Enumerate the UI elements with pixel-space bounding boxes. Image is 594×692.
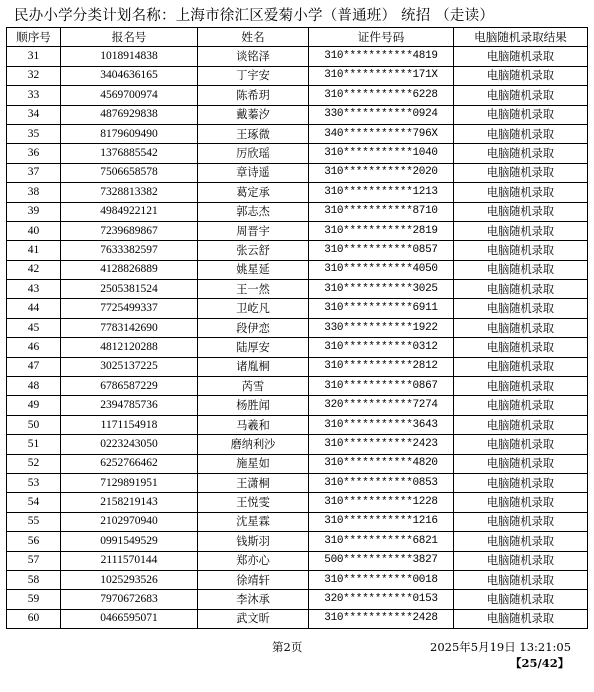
cell-id-number: 310***********4050	[309, 260, 454, 279]
cell-seq: 39	[7, 202, 61, 221]
cell-name: 杨胜闻	[198, 396, 309, 415]
table-row	[7, 454, 588, 473]
cell-result: 电脑随机录取	[454, 260, 588, 279]
cell-result: 电脑随机录取	[454, 512, 588, 531]
cell-reg-no: 7725499337	[61, 299, 198, 318]
cell-reg-no: 2158219143	[61, 493, 198, 512]
cell-id-number: 310***********8710	[309, 202, 454, 221]
cell-seq: 32	[7, 66, 61, 85]
cell-name: 卫屹凡	[198, 299, 309, 318]
table-row	[7, 221, 588, 240]
cell-id-number: 310***********2423	[309, 435, 454, 454]
cell-id-number: 310***********6228	[309, 86, 454, 105]
cell-reg-no: 1376885542	[61, 144, 198, 163]
cell-reg-no: 4984922121	[61, 202, 198, 221]
cell-id-number: 310***********0867	[309, 377, 454, 396]
cell-name: 陆厚安	[198, 338, 309, 357]
cell-result: 电脑随机录取	[454, 124, 588, 143]
cell-reg-no: 0466595071	[61, 609, 198, 628]
cell-name: 郭志杰	[198, 202, 309, 221]
cell-seq: 38	[7, 183, 61, 202]
cell-reg-no: 1025293526	[61, 570, 198, 589]
cell-name: 王悦雯	[198, 493, 309, 512]
cell-seq: 51	[7, 435, 61, 454]
cell-id-number: 310***********0018	[309, 570, 454, 589]
cell-reg-no: 4812120288	[61, 338, 198, 357]
cell-id-number: 310***********0857	[309, 241, 454, 260]
cell-result: 电脑随机录取	[454, 241, 588, 260]
cell-id-number: 500***********3827	[309, 551, 454, 570]
cell-name: 戴蓁汐	[198, 105, 309, 124]
cell-name: 钱斯羽	[198, 532, 309, 551]
cell-id-number: 310***********2819	[309, 221, 454, 240]
cell-name: 施星如	[198, 454, 309, 473]
table-row	[7, 338, 588, 357]
cell-id-number: 310***********2428	[309, 609, 454, 628]
cell-result: 电脑随机录取	[454, 202, 588, 221]
cell-seq: 31	[7, 47, 61, 66]
cell-name: 陈希玥	[198, 86, 309, 105]
cell-seq: 40	[7, 221, 61, 240]
cell-reg-no: 7783142690	[61, 318, 198, 337]
cell-name: 王一然	[198, 280, 309, 299]
cell-reg-no: 2505381524	[61, 280, 198, 299]
cell-result: 电脑随机录取	[454, 532, 588, 551]
cell-seq: 56	[7, 532, 61, 551]
cell-result: 电脑随机录取	[454, 183, 588, 202]
cell-name: 磨纳利沙	[198, 435, 309, 454]
cell-reg-no: 2111570144	[61, 551, 198, 570]
cell-seq: 43	[7, 280, 61, 299]
cell-name: 王潇桐	[198, 473, 309, 492]
cell-name: 马羲和	[198, 415, 309, 434]
cell-seq: 54	[7, 493, 61, 512]
cell-result: 电脑随机录取	[454, 86, 588, 105]
cell-result: 电脑随机录取	[454, 221, 588, 240]
table-row	[7, 86, 588, 105]
column-header-name: 姓名	[198, 28, 309, 47]
table-row	[7, 260, 588, 279]
cell-reg-no: 8179609490	[61, 124, 198, 143]
cell-result: 电脑随机录取	[454, 66, 588, 85]
table-row	[7, 473, 588, 492]
cell-reg-no: 7506658578	[61, 163, 198, 182]
table-header-row	[7, 28, 588, 47]
cell-result: 电脑随机录取	[454, 280, 588, 299]
page-counter: 【25/42】	[510, 656, 570, 670]
cell-reg-no: 1018914838	[61, 47, 198, 66]
cell-seq: 50	[7, 415, 61, 434]
cell-name: 武文昕	[198, 609, 309, 628]
cell-name: 沈星霖	[198, 512, 309, 531]
cell-reg-no: 1171154918	[61, 415, 198, 434]
cell-reg-no: 4569700974	[61, 86, 198, 105]
cell-id-number: 310***********1228	[309, 493, 454, 512]
cell-result: 电脑随机录取	[454, 105, 588, 124]
cell-result: 电脑随机录取	[454, 299, 588, 318]
cell-seq: 44	[7, 299, 61, 318]
cell-result: 电脑随机录取	[454, 590, 588, 609]
cell-id-number: 310***********1040	[309, 144, 454, 163]
cell-seq: 34	[7, 105, 61, 124]
cell-seq: 41	[7, 241, 61, 260]
cell-name: 李沐承	[198, 590, 309, 609]
table-row	[7, 357, 588, 376]
cell-id-number: 310***********3643	[309, 415, 454, 434]
cell-seq: 55	[7, 512, 61, 531]
table-row	[7, 66, 588, 85]
cell-result: 电脑随机录取	[454, 357, 588, 376]
cell-seq: 59	[7, 590, 61, 609]
cell-reg-no: 7970672683	[61, 590, 198, 609]
cell-id-number: 310***********2812	[309, 357, 454, 376]
table-row	[7, 609, 588, 628]
table-row	[7, 47, 588, 66]
cell-reg-no: 7129891951	[61, 473, 198, 492]
table-row	[7, 590, 588, 609]
cell-reg-no: 7328813382	[61, 183, 198, 202]
table-row	[7, 318, 588, 337]
cell-name: 郑亦心	[198, 551, 309, 570]
cell-name: 王琢微	[198, 124, 309, 143]
cell-seq: 49	[7, 396, 61, 415]
cell-reg-no: 6252766462	[61, 454, 198, 473]
cell-id-number: 310***********171X	[309, 66, 454, 85]
cell-seq: 52	[7, 454, 61, 473]
cell-result: 电脑随机录取	[454, 493, 588, 512]
cell-result: 电脑随机录取	[454, 318, 588, 337]
cell-id-number: 320***********0153	[309, 590, 454, 609]
cell-id-number: 310***********0312	[309, 338, 454, 357]
cell-result: 电脑随机录取	[454, 415, 588, 434]
cell-name: 姚星延	[198, 260, 309, 279]
cell-result: 电脑随机录取	[454, 551, 588, 570]
cell-result: 电脑随机录取	[454, 473, 588, 492]
cell-result: 电脑随机录取	[454, 454, 588, 473]
cell-name: 段伊恋	[198, 318, 309, 337]
table-row	[7, 570, 588, 589]
table-row	[7, 163, 588, 182]
table-row	[7, 493, 588, 512]
timestamp: 2025年5月19日 13:21:05	[430, 640, 572, 654]
admission-results-table	[6, 27, 588, 629]
cell-result: 电脑随机录取	[454, 377, 588, 396]
cell-reg-no: 6786587229	[61, 377, 198, 396]
cell-reg-no: 7239689867	[61, 221, 198, 240]
cell-result: 电脑随机录取	[454, 338, 588, 357]
table-row	[7, 124, 588, 143]
cell-reg-no: 2394785736	[61, 396, 198, 415]
table-row	[7, 415, 588, 434]
cell-result: 电脑随机录取	[454, 163, 588, 182]
cell-name: 丁宇安	[198, 66, 309, 85]
cell-id-number: 310***********1216	[309, 512, 454, 531]
cell-seq: 46	[7, 338, 61, 357]
document-title: 民办小学分类计划名称：上海市徐汇区爱菊小学（普通班） 统招 （走读）	[14, 8, 495, 24]
cell-name: 章诗遥	[198, 163, 309, 182]
cell-seq: 57	[7, 551, 61, 570]
cell-seq: 33	[7, 86, 61, 105]
cell-seq: 42	[7, 260, 61, 279]
cell-name: 徐靖轩	[198, 570, 309, 589]
cell-id-number: 310***********4820	[309, 454, 454, 473]
table-row	[7, 280, 588, 299]
table-row	[7, 183, 588, 202]
cell-seq: 47	[7, 357, 61, 376]
cell-reg-no: 3025137225	[61, 357, 198, 376]
cell-reg-no: 4876929838	[61, 105, 198, 124]
cell-id-number: 330***********1922	[309, 318, 454, 337]
table-row	[7, 512, 588, 531]
column-header-result: 电脑随机录取结果	[454, 28, 588, 47]
cell-name: 厉欣瑶	[198, 144, 309, 163]
cell-reg-no: 2102970940	[61, 512, 198, 531]
cell-id-number: 310***********3025	[309, 280, 454, 299]
cell-result: 电脑随机录取	[454, 396, 588, 415]
cell-seq: 37	[7, 163, 61, 182]
page-number: 第2页	[272, 640, 303, 654]
cell-id-number: 330***********0924	[309, 105, 454, 124]
cell-result: 电脑随机录取	[454, 144, 588, 163]
column-header-seq: 顺序号	[7, 28, 61, 47]
cell-name: 芮雪	[198, 377, 309, 396]
cell-id-number: 310***********1213	[309, 183, 454, 202]
cell-id-number: 320***********7274	[309, 396, 454, 415]
cell-seq: 60	[7, 609, 61, 628]
cell-result: 电脑随机录取	[454, 609, 588, 628]
cell-id-number: 310***********6911	[309, 299, 454, 318]
cell-name: 葛定承	[198, 183, 309, 202]
table-row	[7, 551, 588, 570]
table-row	[7, 377, 588, 396]
cell-id-number: 340***********796X	[309, 124, 454, 143]
cell-seq: 35	[7, 124, 61, 143]
table-row	[7, 105, 588, 124]
table-row	[7, 435, 588, 454]
cell-seq: 36	[7, 144, 61, 163]
cell-reg-no: 3404636165	[61, 66, 198, 85]
cell-reg-no: 0223243050	[61, 435, 198, 454]
cell-id-number: 310***********6821	[309, 532, 454, 551]
cell-seq: 48	[7, 377, 61, 396]
cell-seq: 45	[7, 318, 61, 337]
cell-id-number: 310***********2020	[309, 163, 454, 182]
cell-seq: 58	[7, 570, 61, 589]
table-row	[7, 299, 588, 318]
cell-name: 诸胤桐	[198, 357, 309, 376]
column-header-reg-no: 报名号	[61, 28, 198, 47]
column-header-id-number: 证件号码	[309, 28, 454, 47]
cell-id-number: 310***********4819	[309, 47, 454, 66]
table-row	[7, 202, 588, 221]
cell-name: 周晋宇	[198, 221, 309, 240]
cell-reg-no: 4128826889	[61, 260, 198, 279]
table-row	[7, 144, 588, 163]
cell-reg-no: 0991549529	[61, 532, 198, 551]
cell-result: 电脑随机录取	[454, 435, 588, 454]
table-row	[7, 532, 588, 551]
cell-id-number: 310***********0853	[309, 473, 454, 492]
table-row	[7, 396, 588, 415]
cell-name: 张云舒	[198, 241, 309, 260]
cell-result: 电脑随机录取	[454, 47, 588, 66]
cell-name: 谈铭泽	[198, 47, 309, 66]
cell-reg-no: 7633382597	[61, 241, 198, 260]
cell-seq: 53	[7, 473, 61, 492]
table-row	[7, 241, 588, 260]
cell-result: 电脑随机录取	[454, 570, 588, 589]
